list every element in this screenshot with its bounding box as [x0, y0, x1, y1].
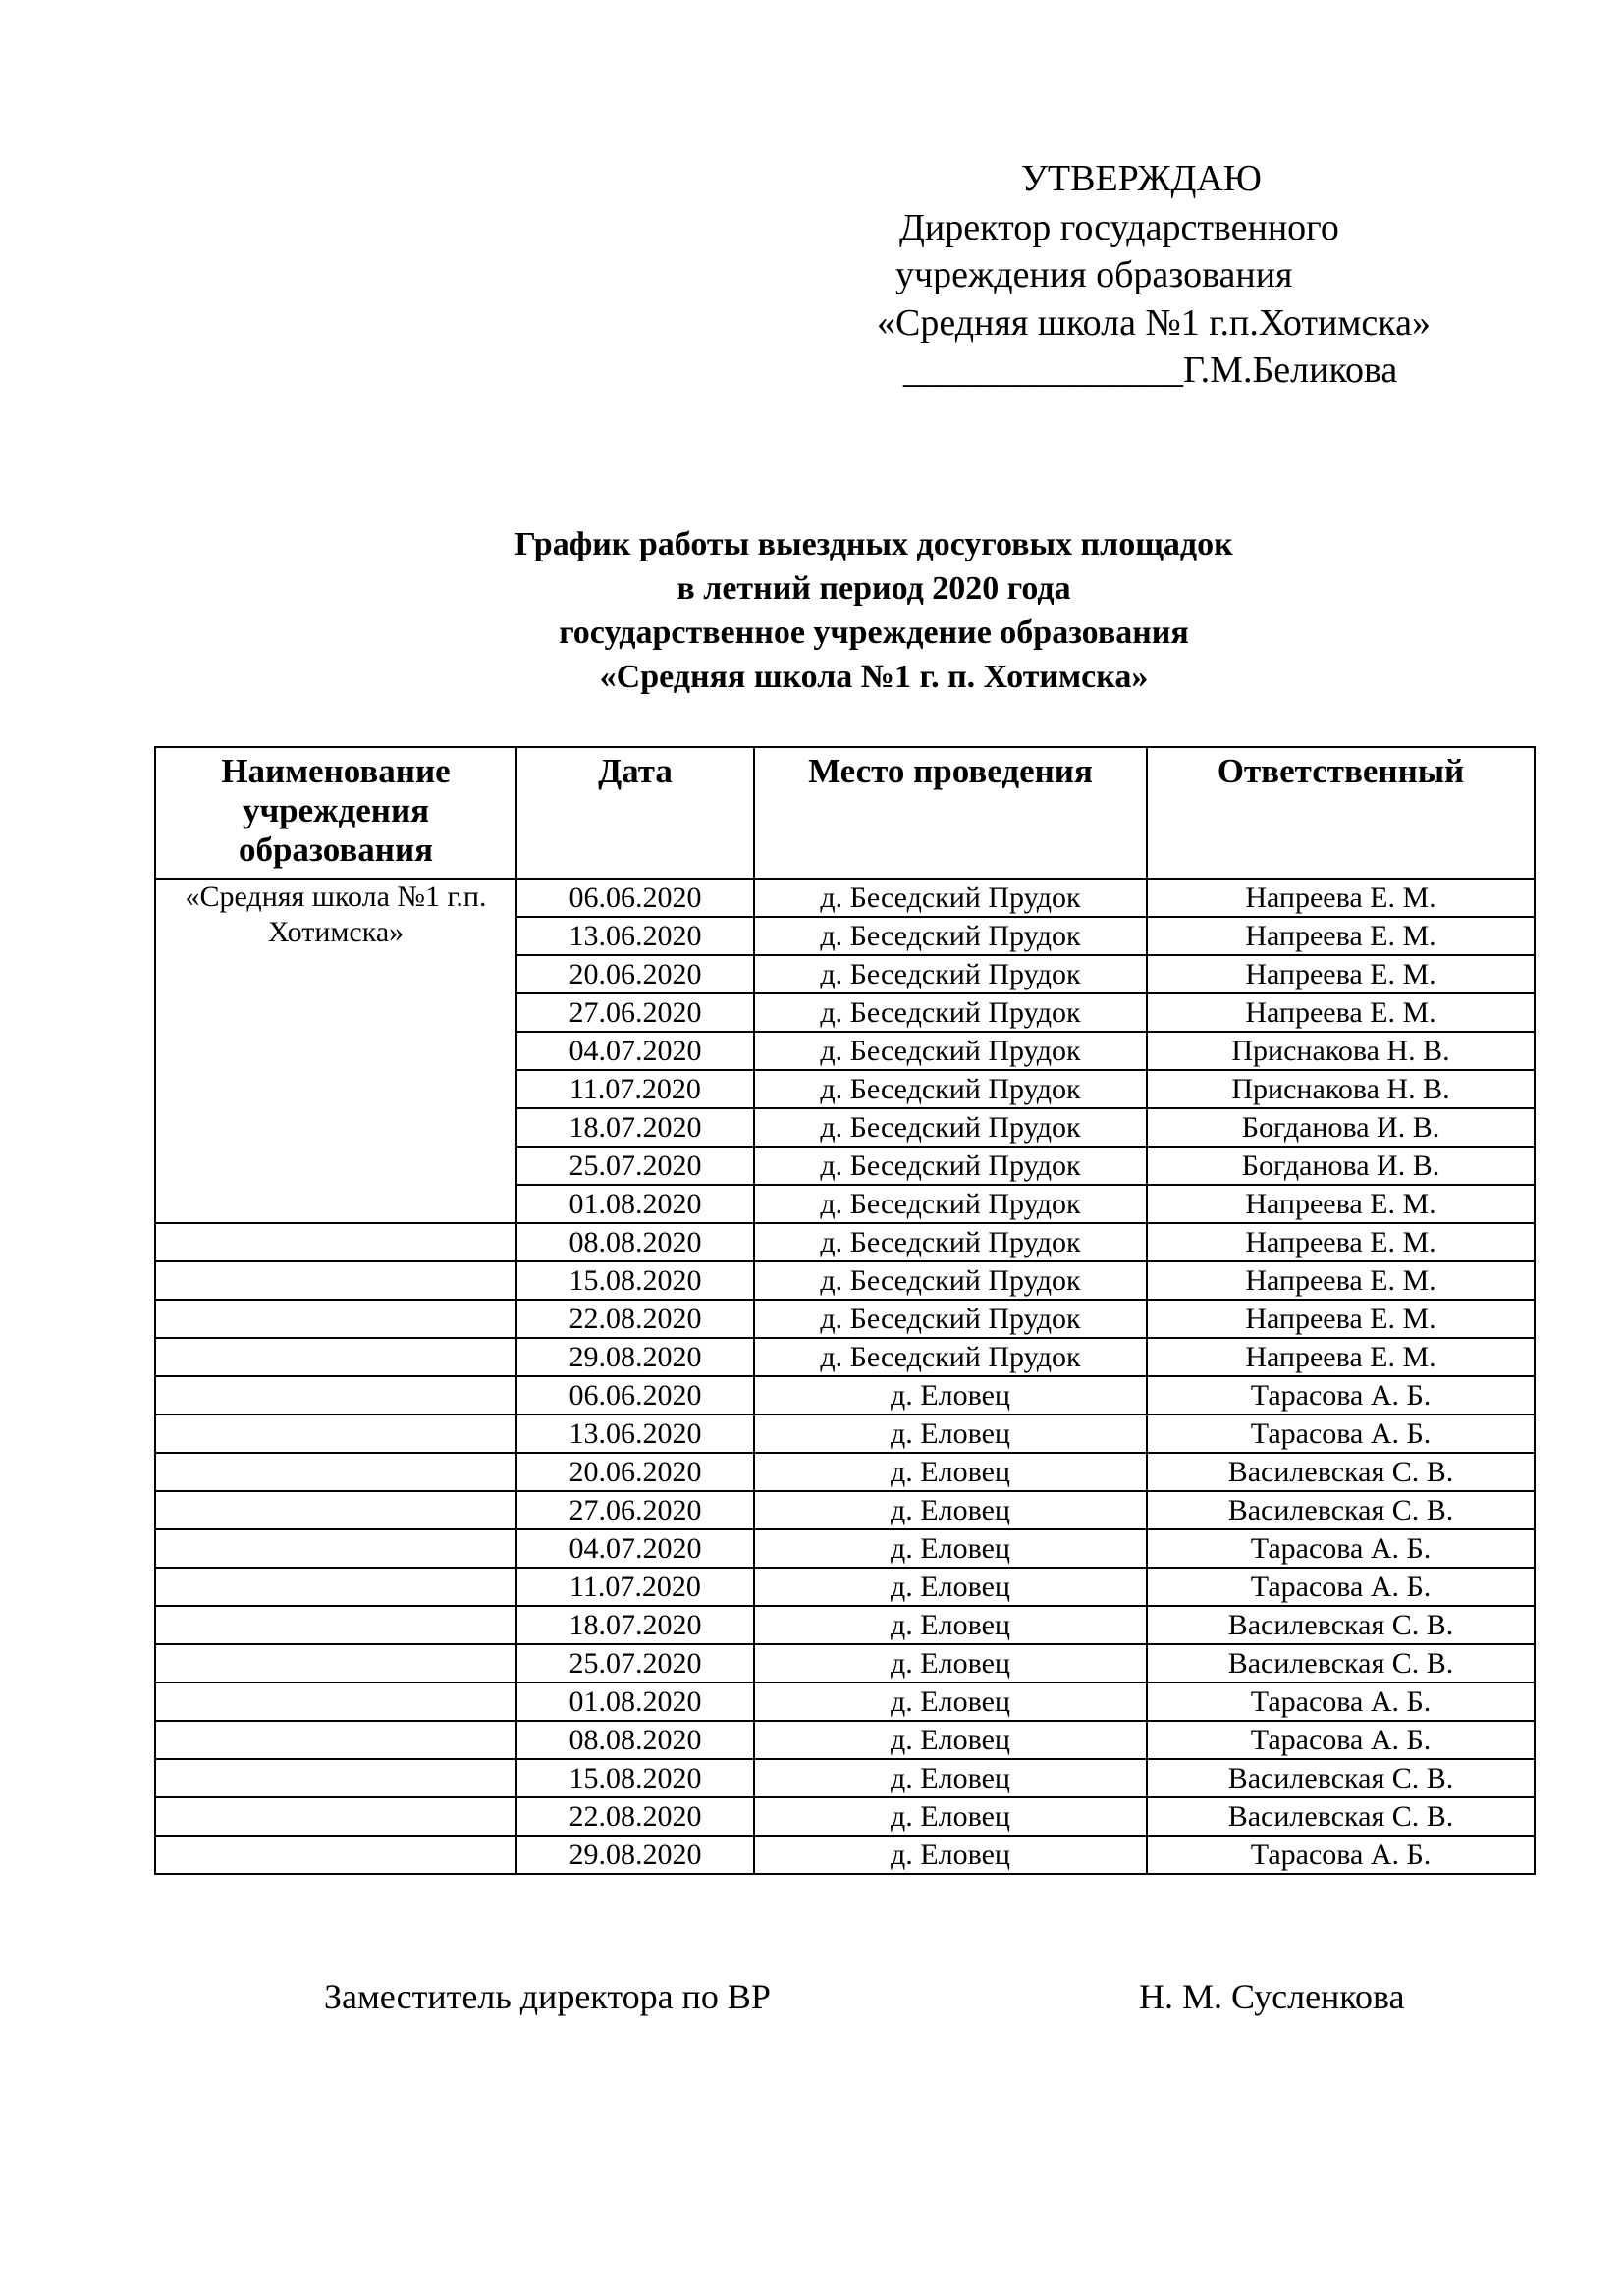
responsible-cell: Тарасова А. Б.: [1147, 1568, 1535, 1606]
responsible-cell: Василевская С. В.: [1147, 1491, 1535, 1529]
responsible-cell: Василевская С. В.: [1147, 1606, 1535, 1644]
table-row: [155, 1836, 1535, 1874]
place-cell: д. Еловец: [754, 1836, 1147, 1874]
date-cell: 08.08.2020: [516, 1223, 754, 1261]
title-line-2: в летний период 2020 года: [677, 570, 1071, 607]
table-row: [155, 1415, 1535, 1453]
place-cell: д. Беседский Прудок: [754, 1300, 1147, 1338]
table-row: [155, 1759, 1535, 1797]
place-cell: д. Беседский Прудок: [754, 1070, 1147, 1108]
responsible-cell: Тарасова А. Б.: [1147, 1682, 1535, 1721]
place-cell: д. Беседский Прудок: [754, 955, 1147, 993]
institution-cell-empty: [155, 1261, 516, 1300]
place-cell: д. Беседский Прудок: [754, 1223, 1147, 1261]
table-row: [155, 1453, 1535, 1491]
responsible-cell: Напреева Е. М.: [1147, 879, 1535, 917]
table-row: [155, 1223, 1535, 1261]
table-row: [155, 1529, 1535, 1568]
date-cell: 27.06.2020: [516, 1491, 754, 1529]
responsible-cell: Напреева Е. М.: [1147, 1185, 1535, 1223]
place-cell: д. Беседский Прудок: [754, 917, 1147, 955]
place-cell: д. Еловец: [754, 1797, 1147, 1836]
header-institution: Наименование учреждения образования: [155, 747, 516, 879]
place-cell: д. Еловец: [754, 1606, 1147, 1644]
table-row: [155, 1568, 1535, 1606]
header-responsible: Ответственный: [1147, 747, 1535, 879]
place-cell: д. Беседский Прудок: [754, 1108, 1147, 1147]
date-cell: 20.06.2020: [516, 955, 754, 993]
date-cell: 04.07.2020: [516, 1032, 754, 1070]
place-cell: д. Еловец: [754, 1682, 1147, 1721]
institution-cell-empty: [155, 1568, 516, 1606]
institution-cell-empty: [155, 1759, 516, 1797]
table-body: [155, 879, 1535, 1874]
table-row: [155, 1682, 1535, 1721]
table-row: [155, 1338, 1535, 1376]
place-cell: д. Беседский Прудок: [754, 1338, 1147, 1376]
institution-cell-empty: [155, 1376, 516, 1415]
table-row: [155, 1261, 1535, 1300]
date-cell: 15.08.2020: [516, 1759, 754, 1797]
institution-cell-empty: [155, 1606, 516, 1644]
table-row: [155, 1644, 1535, 1682]
place-cell: д. Еловец: [754, 1376, 1147, 1415]
footer-name: Н. М. Сусленкова: [1139, 1977, 1405, 2016]
responsible-cell: Тарасова А. Б.: [1147, 1721, 1535, 1759]
place-cell: д. Еловец: [754, 1721, 1147, 1759]
date-cell: 15.08.2020: [516, 1261, 754, 1300]
table-row: [155, 1376, 1535, 1415]
table-row: [155, 1797, 1535, 1836]
schedule-table: [154, 746, 1536, 1875]
date-cell: 11.07.2020: [516, 1568, 754, 1606]
responsible-cell: Тарасова А. Б.: [1147, 1836, 1535, 1874]
responsible-cell: Напреева Е. М.: [1147, 1223, 1535, 1261]
title-line-4: «Средняя школа №1 г. п. Хотимска»: [599, 659, 1149, 695]
date-cell: 08.08.2020: [516, 1721, 754, 1759]
approval-line-2: учреждения образования: [895, 254, 1293, 295]
institution-cell-empty: [155, 1453, 516, 1491]
place-cell: д. Беседский Прудок: [754, 879, 1147, 917]
place-cell: д. Беседский Прудок: [754, 1032, 1147, 1070]
institution-cell-empty: [155, 1529, 516, 1568]
place-cell: д. Еловец: [754, 1568, 1147, 1606]
place-cell: д. Еловец: [754, 1453, 1147, 1491]
table-row: [155, 1721, 1535, 1759]
responsible-cell: Тарасова А. Б.: [1147, 1376, 1535, 1415]
header-place: Место проведения: [754, 747, 1147, 879]
responsible-cell: Богданова И. В.: [1147, 1147, 1535, 1185]
table-row: [155, 1606, 1535, 1644]
responsible-cell: Напреева Е. М.: [1147, 993, 1535, 1032]
date-cell: 29.08.2020: [516, 1836, 754, 1874]
date-cell: 01.08.2020: [516, 1185, 754, 1223]
date-cell: 29.08.2020: [516, 1338, 754, 1376]
header-date: Дата: [516, 747, 754, 879]
responsible-cell: Напреева Е. М.: [1147, 1300, 1535, 1338]
place-cell: д. Еловец: [754, 1529, 1147, 1568]
responsible-cell: Василевская С. В.: [1147, 1759, 1535, 1797]
place-cell: д. Еловец: [754, 1759, 1147, 1797]
date-cell: 13.06.2020: [516, 1415, 754, 1453]
place-cell: д. Еловец: [754, 1415, 1147, 1453]
institution-cell-empty: [155, 1300, 516, 1338]
date-cell: 27.06.2020: [516, 993, 754, 1032]
responsible-cell: Приснакова Н. В.: [1147, 1032, 1535, 1070]
place-cell: д. Еловец: [754, 1491, 1147, 1529]
institution-cell-empty: [155, 1721, 516, 1759]
date-cell: 04.07.2020: [516, 1529, 754, 1568]
institution-cell: «Средняя школа №1 г.п. Хотимска»: [155, 879, 516, 1223]
institution-cell-empty: [155, 1644, 516, 1682]
approval-signature-line: _______________Г.М.Беликова: [903, 349, 1398, 391]
approval-heading: УТВЕРЖДАЮ: [1021, 158, 1262, 199]
place-cell: д. Беседский Прудок: [754, 1185, 1147, 1223]
date-cell: 20.06.2020: [516, 1453, 754, 1491]
institution-cell-empty: [155, 1223, 516, 1261]
date-cell: 06.06.2020: [516, 879, 754, 917]
place-cell: д. Беседский Прудок: [754, 1261, 1147, 1300]
responsible-cell: Богданова И. В.: [1147, 1108, 1535, 1147]
title-line-3: государственное учреждение образования: [559, 614, 1189, 651]
responsible-cell: Тарасова А. Б.: [1147, 1415, 1535, 1453]
date-cell: 06.06.2020: [516, 1376, 754, 1415]
responsible-cell: Василевская С. В.: [1147, 1644, 1535, 1682]
responsible-cell: Тарасова А. Б.: [1147, 1529, 1535, 1568]
place-cell: д. Беседский Прудок: [754, 993, 1147, 1032]
institution-cell-empty: [155, 1415, 516, 1453]
responsible-cell: Напреева Е. М.: [1147, 1338, 1535, 1376]
date-cell: 22.08.2020: [516, 1797, 754, 1836]
date-cell: 18.07.2020: [516, 1606, 754, 1644]
date-cell: 25.07.2020: [516, 1644, 754, 1682]
footer-position: Заместитель директора по ВР: [324, 1977, 771, 2016]
date-cell: 22.08.2020: [516, 1300, 754, 1338]
institution-cell-empty: [155, 1836, 516, 1874]
table-row: [155, 1491, 1535, 1529]
responsible-cell: Василевская С. В.: [1147, 1453, 1535, 1491]
place-cell: д. Беседский Прудок: [754, 1147, 1147, 1185]
table-row: [155, 1300, 1535, 1338]
approval-line-3: «Средняя школа №1 г.п.Хотимска»: [877, 302, 1432, 344]
document-title: [0, 522, 1624, 699]
approval-block: [0, 0, 1624, 412]
date-cell: 11.07.2020: [516, 1070, 754, 1108]
institution-cell-empty: [155, 1491, 516, 1529]
institution-cell-empty: [155, 1682, 516, 1721]
responsible-cell: Напреева Е. М.: [1147, 1261, 1535, 1300]
table-row: [155, 879, 1535, 917]
institution-cell-empty: [155, 1338, 516, 1376]
responsible-cell: Напреева Е. М.: [1147, 917, 1535, 955]
approval-line-1: Директор государственного: [899, 207, 1339, 248]
responsible-cell: Василевская С. В.: [1147, 1797, 1535, 1836]
date-cell: 01.08.2020: [516, 1682, 754, 1721]
title-line-1: График работы выездных досуговых площадок: [514, 526, 1233, 562]
table-header-row: [155, 747, 1535, 879]
responsible-cell: Приснакова Н. В.: [1147, 1070, 1535, 1108]
date-cell: 18.07.2020: [516, 1108, 754, 1147]
date-cell: 25.07.2020: [516, 1147, 754, 1185]
date-cell: 13.06.2020: [516, 917, 754, 955]
responsible-cell: Напреева Е. М.: [1147, 955, 1535, 993]
institution-cell-empty: [155, 1797, 516, 1836]
place-cell: д. Еловец: [754, 1644, 1147, 1682]
